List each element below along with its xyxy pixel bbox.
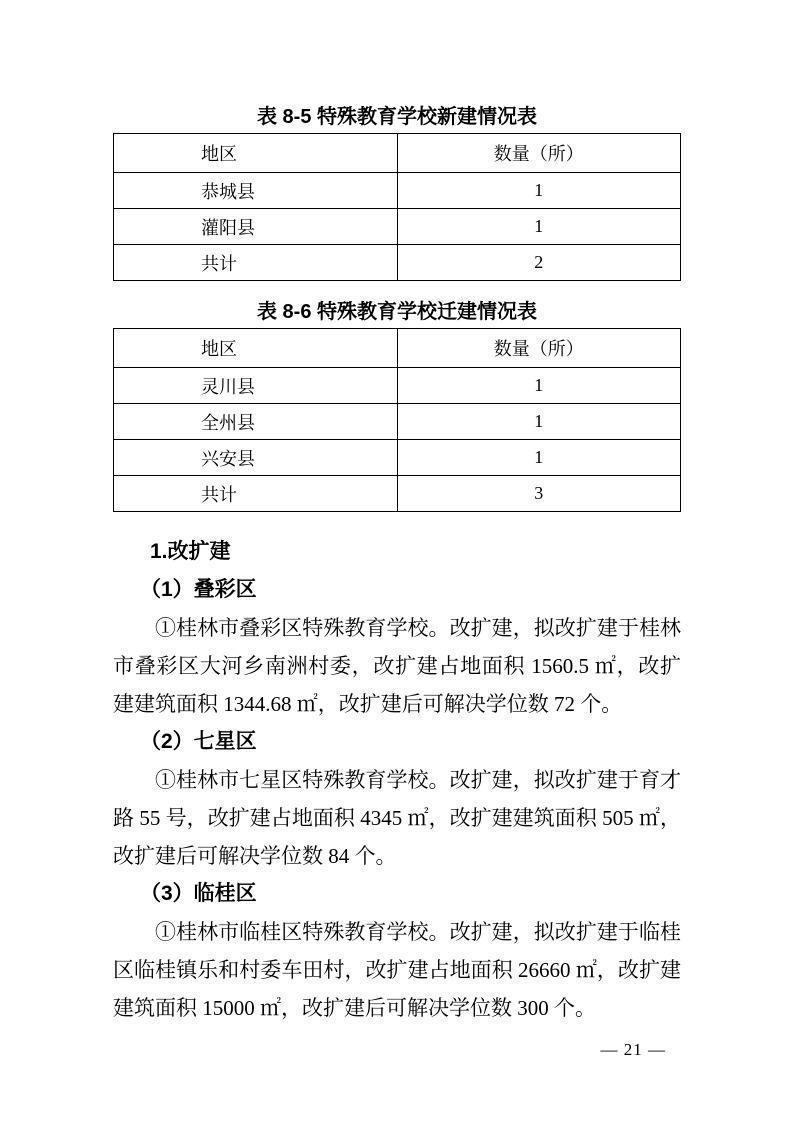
count-cell: 3: [397, 476, 681, 512]
region-cell: 恭城县: [114, 173, 398, 209]
table-8-6: [113, 328, 681, 512]
count-cell: 1: [397, 368, 681, 404]
table-row: [114, 404, 681, 440]
table-8-5: [113, 133, 681, 281]
table-row: [114, 209, 681, 245]
count-cell: 1: [397, 440, 681, 476]
region-cell: 共计: [114, 476, 398, 512]
subsection-heading-lingui: （3）临桂区: [140, 882, 257, 905]
table-8-5-title: 表 8-5 特殊教育学校新建情况表: [256, 106, 538, 128]
count-cell: 1: [397, 404, 681, 440]
page-content: [113, 104, 681, 1027]
region-cell: 灵川县: [114, 368, 398, 404]
column-header-region: 地区: [114, 134, 398, 173]
count-cell: 2: [397, 245, 681, 281]
region-cell: 共计: [114, 245, 398, 281]
table-header-row: [114, 329, 681, 368]
table-row: [114, 368, 681, 404]
table-total-row: [114, 476, 681, 512]
paragraph-lingui: ①桂林市临桂区特殊教育学校。改扩建，拟改扩建于临桂区临桂镇乐和村委车田村，改扩建占地面积 26660 ㎡，改扩建建筑面积 15000 ㎡，改扩建后可解决学位数 300 个。: [113, 920, 681, 1020]
subsection-heading-diecai: （1）叠彩区: [140, 578, 257, 601]
table-total-row: [114, 245, 681, 281]
subsection-heading-qixing: （2）七星区: [140, 730, 257, 753]
page-number: — 21 —: [600, 1040, 666, 1059]
region-cell: 灌阳县: [114, 209, 398, 245]
table-8-6-title: 表 8-6 特殊教育学校迁建情况表: [256, 301, 538, 323]
table-row: [114, 440, 681, 476]
count-cell: 1: [397, 209, 681, 245]
column-header-count: 数量（所）: [397, 329, 681, 368]
table-header-row: [114, 134, 681, 173]
section-heading-reconstruction: 1.改扩建: [150, 540, 231, 563]
region-cell: 全州县: [114, 404, 398, 440]
body-text: [113, 533, 681, 1027]
count-cell: 1: [397, 173, 681, 209]
table-row: [114, 173, 681, 209]
paragraph-diecai: ①桂林市叠彩区特殊教育学校。改扩建，拟改扩建于桂林市叠彩区大河乡南洲村委，改扩建占地面积 1560.5 ㎡，改扩建建筑面积 1344.68 ㎡，改扩建后可解决学位数 72 个。: [113, 616, 681, 716]
column-header-region: 地区: [114, 329, 398, 368]
region-cell: 兴安县: [114, 440, 398, 476]
column-header-count: 数量（所）: [397, 134, 681, 173]
paragraph-qixing: ①桂林市七星区特殊教育学校。改扩建，拟改扩建于育才路 55 号，改扩建占地面积 4345 ㎡，改扩建建筑面积 505 ㎡，改扩建后可解决学位数 84 个。: [113, 768, 681, 868]
